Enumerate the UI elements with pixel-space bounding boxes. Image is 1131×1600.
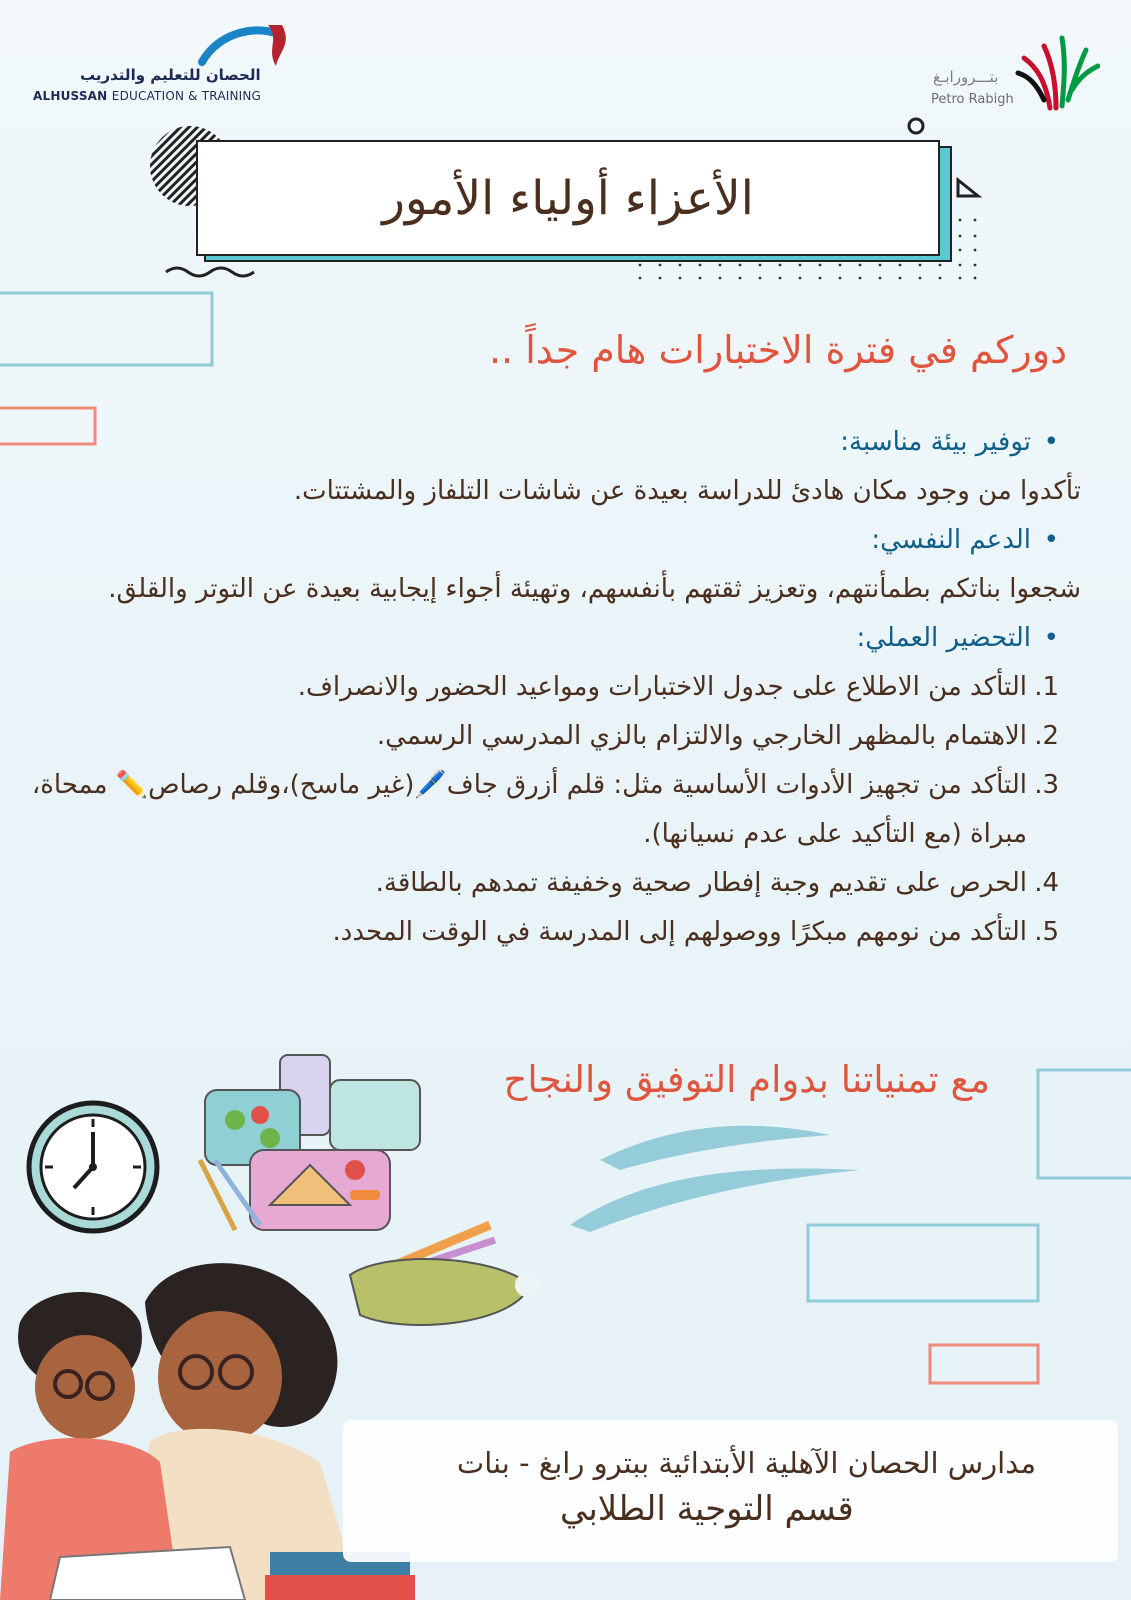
list-item: 4. الحرص على تقديم وجبة إفطار صحية وخفيفة تمدهم بالطاقة. (375, 868, 1059, 898)
section-heading: دوركم في فترة الاختبارات هام جداً .. (488, 328, 1067, 372)
page-title: الأعزاء أولياء الأمور (382, 170, 754, 226)
bullet-practical-title: • التحضير العملي: (21, 614, 1081, 663)
closing-wish: مع تمنياتنا بدوام التوفيق والنجاح (503, 1058, 990, 1101)
alhussan-logo-arabic: الحصان للتعليم والتدريب (80, 66, 261, 84)
title-box (196, 140, 940, 256)
list-item: 2. الاهتمام بالمظهر الخارجي والالتزام بالزي المدرسي الرسمي. (376, 721, 1059, 751)
petro-rabigh-logo-arabic: بتـــرورابـغ (933, 68, 999, 86)
environment-text: تأكدوا من وجود مكان هادئ للدراسة بعيدة عن شاشات التلفاز والمشتتات. (293, 476, 1081, 506)
footer-department: قسم التوجية الطلابي (560, 1489, 854, 1529)
bullet-support-title: • الدعم النفسي: (21, 516, 1081, 565)
list-item: 1. التأكد من الاطلاع على جدول الاختبارات ومواعيد الحضور والانصراف. (297, 672, 1059, 702)
alhussan-logo-english: ALHUSSAN EDUCATION & TRAINING (33, 89, 262, 103)
list-item: 5. التأكد من نومهم مبكرًا ووصولهم إلى المدرسة في الوقت المحدد. (332, 917, 1059, 947)
list-item: 3. التأكد من تجهيز الأدوات الأساسية مثل: قلم أزرق جاف🖊️(غير ماسح)،وقلم رصاص✏️ ممحاة، مبراة (مع التأكيد على عدم نسيانها). (31, 770, 1059, 849)
footer-school-name: مدارس الحصان الآهلية الأبتدائية ببترو رابغ - بنات (456, 1446, 1036, 1480)
clock-illustration (24, 1098, 162, 1236)
content-body (21, 418, 1081, 957)
practical-list (21, 663, 1081, 957)
support-text: شجعوا بناتكم بطمأنتهم، وتعزيز ثقتهم بأنفسهم، وتهيئة أجواء إيجابية بعيدة عن التوتر والقلق. (108, 574, 1081, 604)
petro-rabigh-logo-english: Petro Rabigh (931, 92, 1014, 107)
bullet-environment-title: • توفير بيئة مناسبة: (21, 418, 1081, 467)
